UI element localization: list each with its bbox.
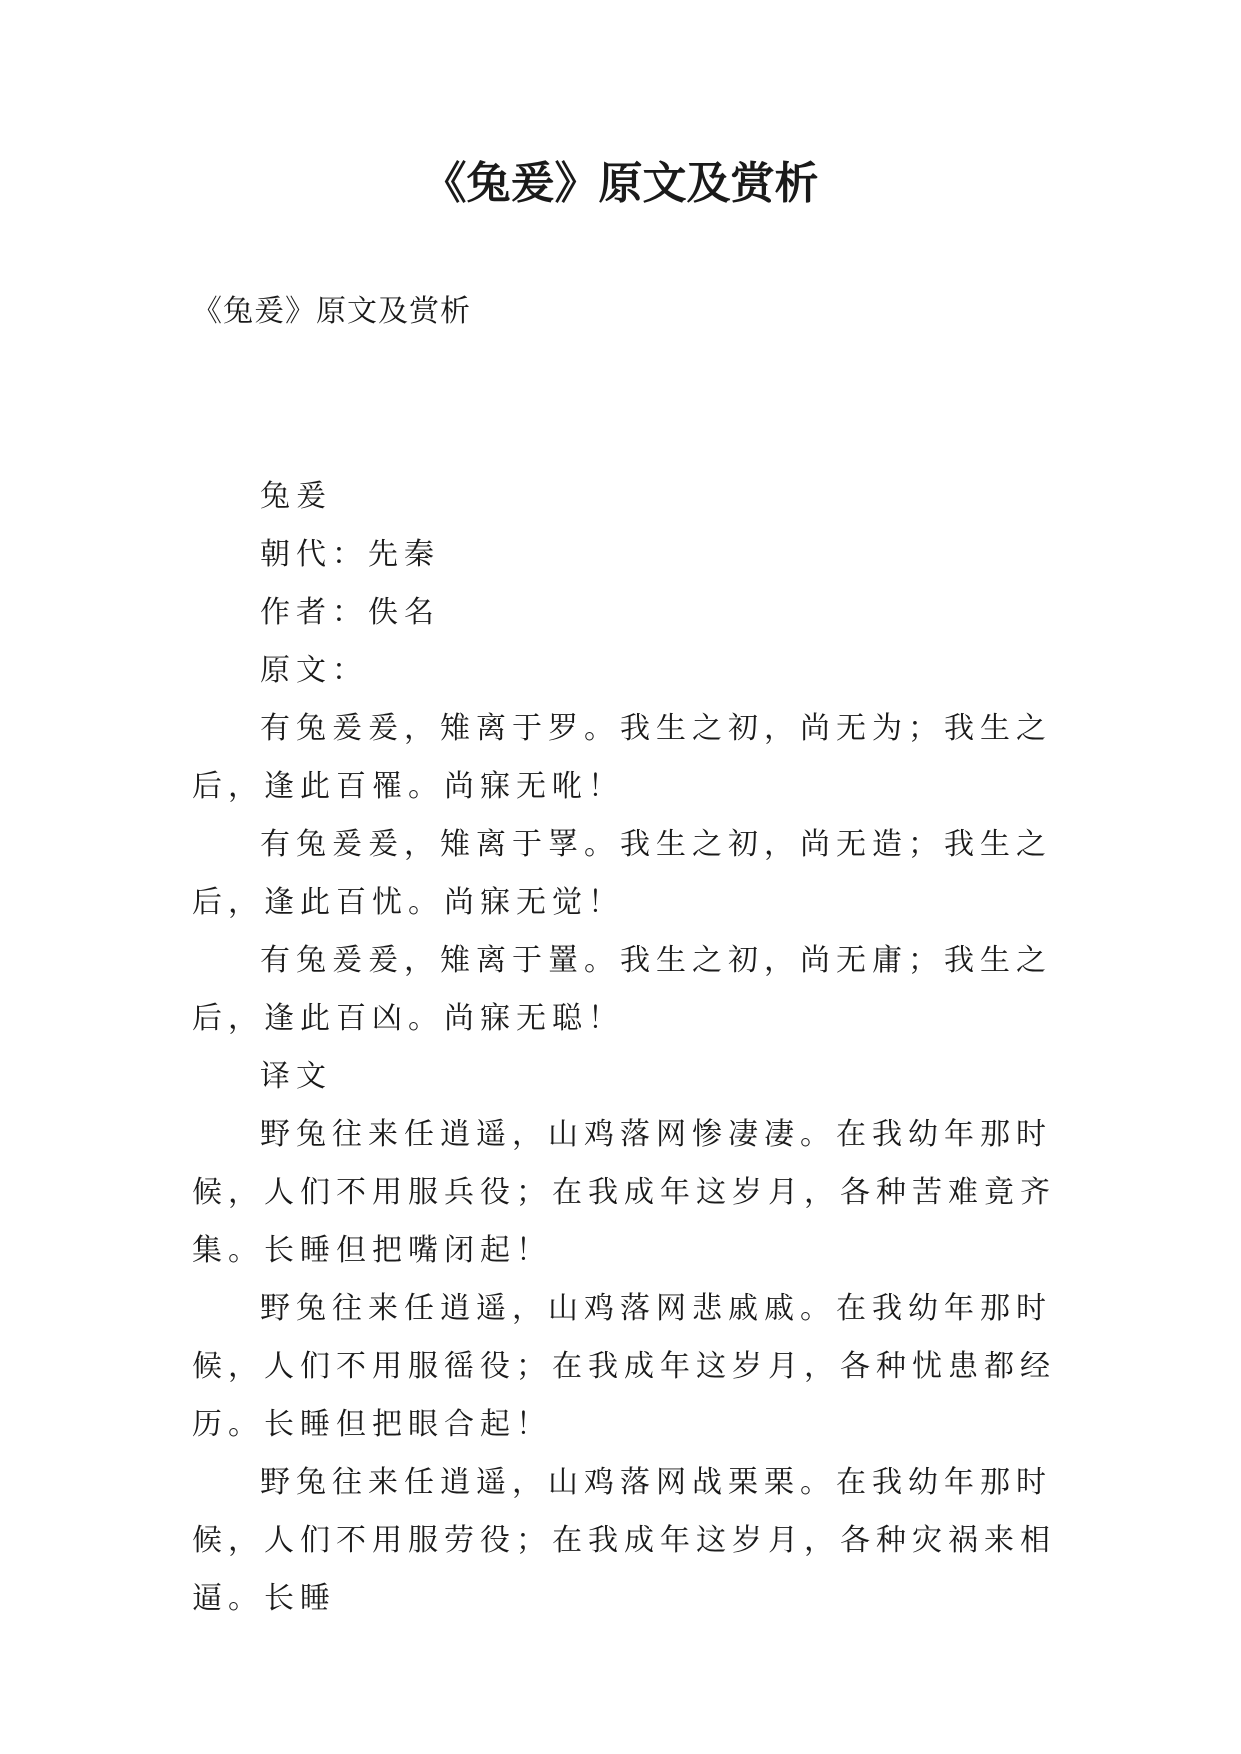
dynasty-line: 朝代：先秦 (260, 537, 440, 572)
poem-stanza-2: 有兔爰爰，雉离于罦。我生之初，尚无造；我生之后，逢此百忧。尚寐无觉！ (192, 827, 1052, 920)
translation-stanza-2: 野兔往来任逍遥，山鸡落网悲戚戚。在我幼年那时候，人们不用服徭役；在我成年这岁月，各种忧患都经历。长睡但把眼合起！ (192, 1291, 1056, 1442)
translation-heading: 译文 (260, 1059, 332, 1094)
translation-stanza-3: 野兔往来任逍遥，山鸡落网战栗栗。在我幼年那时候，人们不用服劳役；在我成年这岁月，各种灾祸来相逼。长睡 (192, 1465, 1056, 1616)
document-title: 《兔爰》原文及赏析 (422, 158, 819, 209)
document-subtitle: 《兔爰》原文及赏析 (192, 294, 471, 329)
poem-stanza-3: 有兔爰爰，雉离于罿。我生之初，尚无庸；我生之后，逢此百凶。尚寐无聪！ (192, 943, 1052, 1036)
author-line: 作者：佚名 (260, 595, 440, 630)
translation-stanza-1: 野兔往来任逍遥，山鸡落网惨凄凄。在我幼年那时候，人们不用服兵役；在我成年这岁月，各种苦难竟齐集。长睡但把嘴闭起！ (192, 1117, 1056, 1268)
poem-stanza-1: 有兔爰爰，雉离于罗。我生之初，尚无为；我生之后，逢此百罹。尚寐无吪！ (192, 711, 1052, 804)
original-text-heading: 原文： (260, 653, 368, 688)
document-body (192, 468, 1072, 1628)
poem-title: 兔爰 (260, 479, 332, 514)
